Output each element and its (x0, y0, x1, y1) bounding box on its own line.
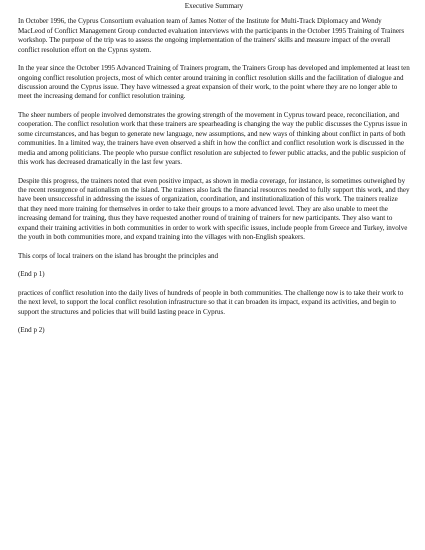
paragraph-local-trainers-corps: This corps of local trainers on the island has brought the principles and (18, 251, 219, 260)
end-page-1-marker: (End p 1) (18, 270, 45, 279)
page-title: Executive Summary (184, 2, 244, 10)
document-page (18, 2, 410, 345)
paragraph-movement-strength: The sheer numbers of people involved demonstrates the growing strength of the movement in Cyprus toward peace, reconciliation, and cooperation. The conflict resolution work that these trainers are spearheading is changing the way the public discusses the Cyprus issue in some circumstances, and has begun to generate new language, new assumptions, and new ways of thinking about conflict in parts of both communities. In a limited way, the trainers have even observed a shift in how the conflict and conflict resolution work is discussed in the media and among politicians. The people who pursue conflict resolution are subjected to fewer public attacks, and the public suspicion of this work has decreased dramatically in the last few years. (18, 111, 408, 167)
paragraph-continuation: practices of conflict resolution into the daily lives of hundreds of people in both communities. The challenge now is to take their work to the next level, to support the local conflict resolution infrastructure so that it can broaden its impact, expand its activities, and begin to support the structures and policies that will build lasting peace in Cyprus. (18, 288, 404, 316)
paragraph-challenges: Despite this progress, the trainers noted that even positive impact, as shown in media coverage, for instance, is sometimes outweighed by the recent resurgence of nationalism on the island. The trainers also lack the financial resources needed to fully support this work, and they have been unsuccessful in addressing the issues of organization, coordination, and institutionalization of this work. The trainers realize that they need more training for themselves in order to take their groups to a more advanced level. They are also unable to meet the increasing demand for training, thus they have requested another round of training of trainers for new participants. They also want to expand their training activities in both communities in order to work with specific issues, include people from Greece and Turkey, involve the youth in both communities more, and expand training into the villages with non-English speakers. (18, 176, 410, 242)
end-page-2-marker: (End p 2) (18, 326, 45, 335)
paragraph-evaluation-intro: In October 1996, the Cyprus Consortium evaluation team of James Notter of the Institute for Multi-Track Diplomacy and Wendy MacLeod of Conflict Management Group conducted evaluation interviews with the participants in the October 1995 Training of Trainers workshop. The purpose of the trip was to assess the ongoing implementation of the trainers' skills and measure impact of the overall conflict resolution effort on the Cyprus system. (18, 17, 405, 54)
paragraph-trainers-group-projects: In the year since the October 1995 Advanced Training of Trainers program, the Trainers Group has developed and implemented at least ten ongoing conflict resolution projects, most of which center around training in conflict resolution skills and the facilitation of dialogue and discussion around the Cyprus issue. They have witnessed a great expansion of their work, to the point where they are no longer able to meet the increasing demand for conflict resolution training. (18, 64, 410, 101)
